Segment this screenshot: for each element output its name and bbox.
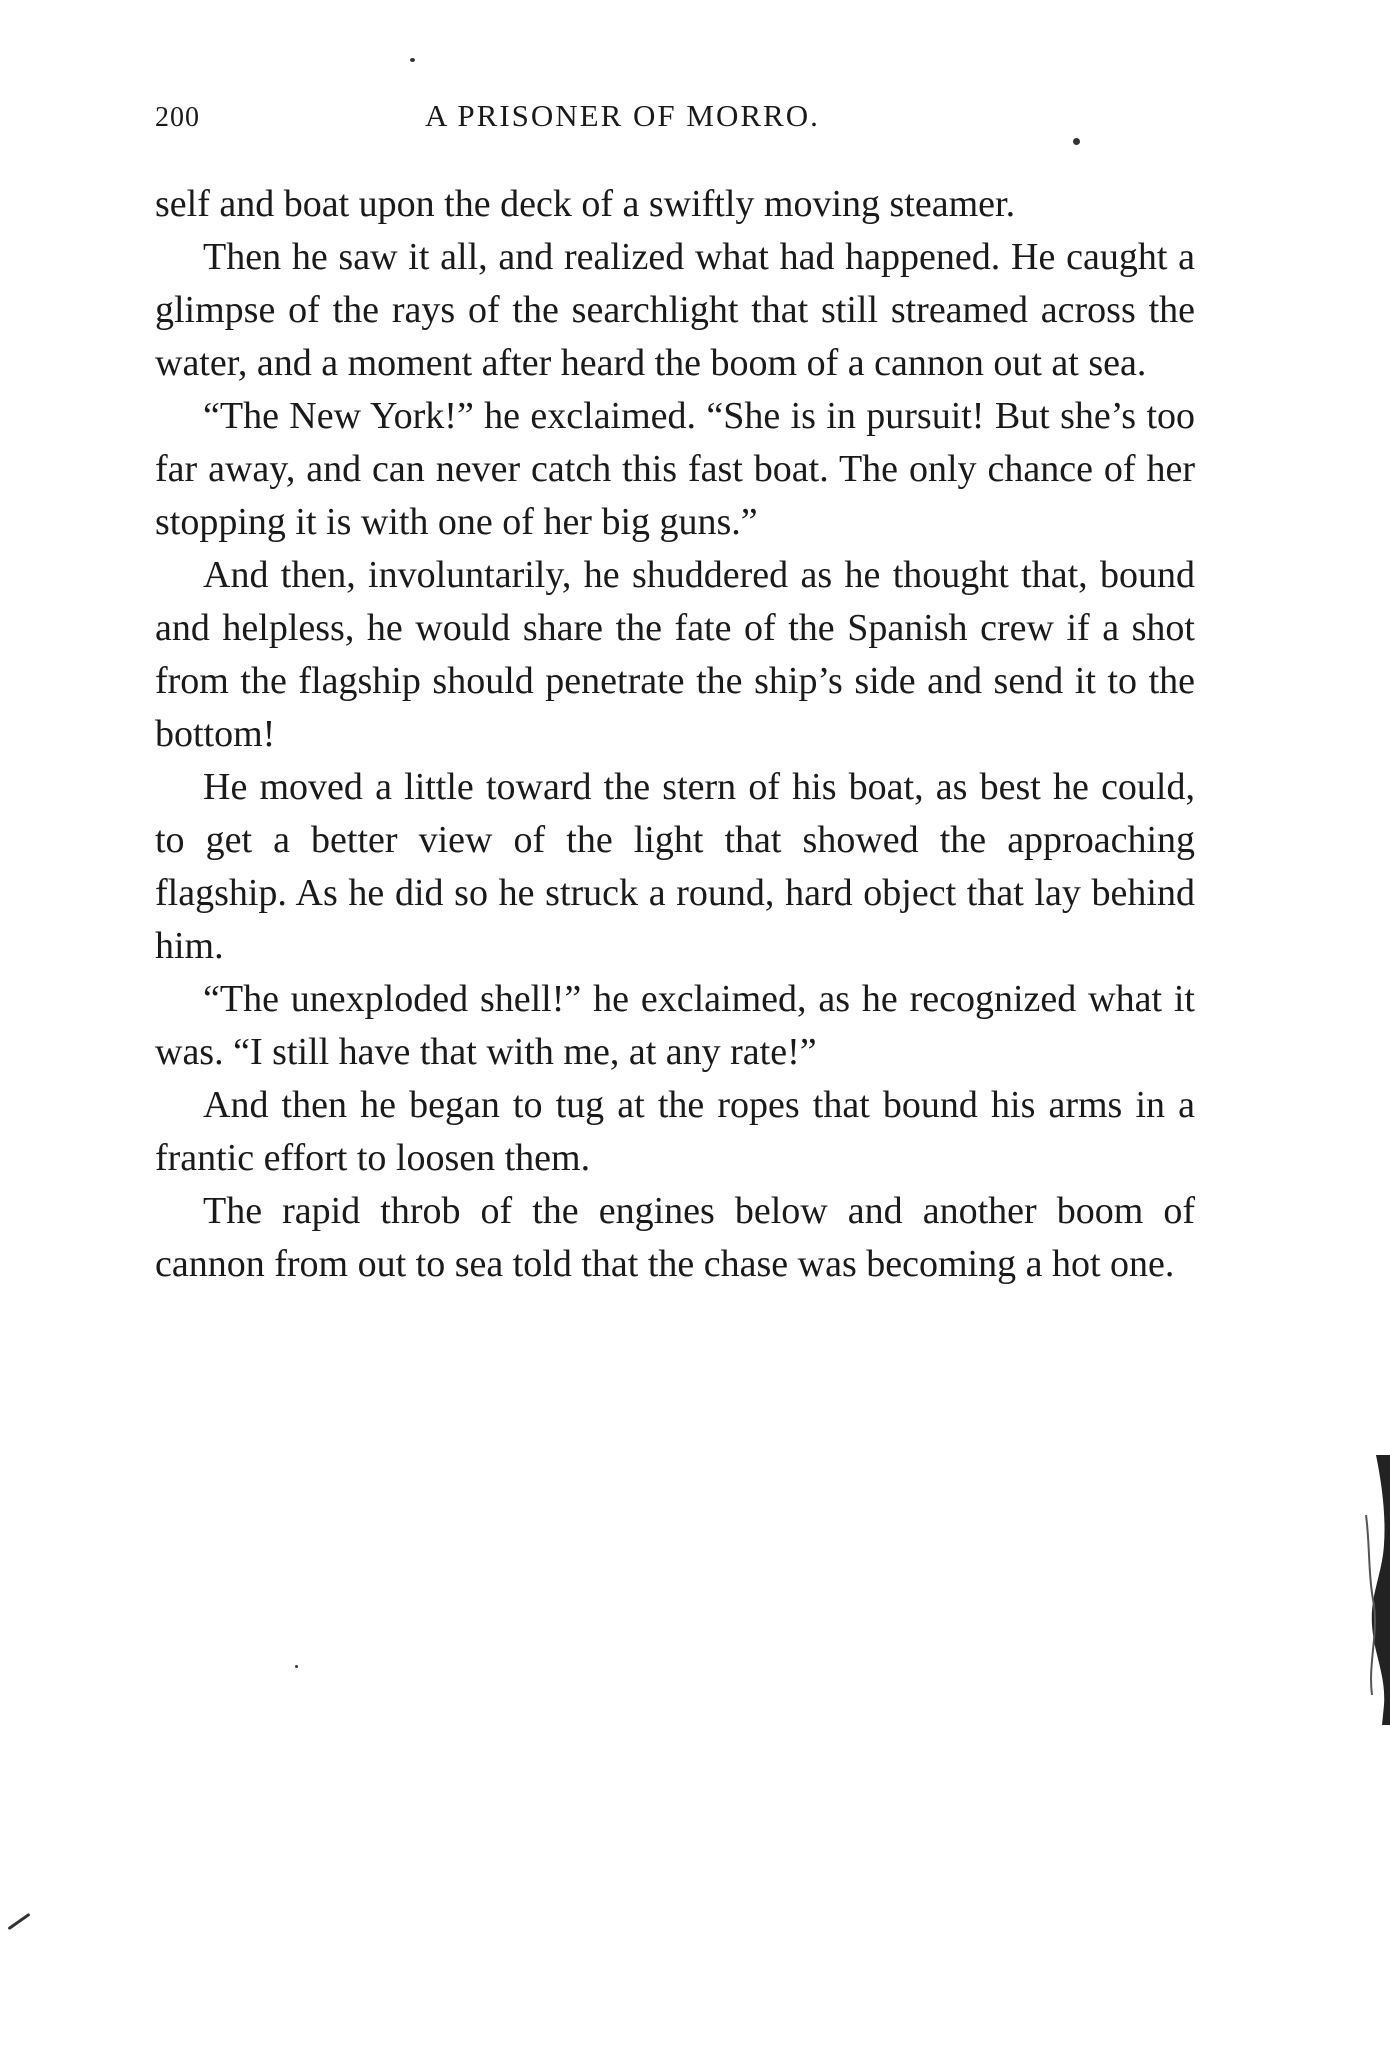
paragraph: And then he began to tug at the ropes that bound his arms in a frantic effort to loosen them. bbox=[155, 1084, 1195, 1179]
print-speck bbox=[295, 1665, 298, 1668]
print-speck bbox=[410, 58, 415, 62]
paragraph: Then he saw it all, and realized what had happened. He caught a glimpse of the rays of the searchlight that still streamed across the water, and a moment after heard the boom of a cannon out at sea. bbox=[155, 236, 1195, 384]
page-number: 200 bbox=[155, 102, 200, 133]
paragraph: “The unexploded shell!” he exclaimed, as he recognized what it was. “I still have that with me, at any rate!” bbox=[155, 978, 1195, 1073]
paragraph: “The New York!” he exclaimed. “She is in pursuit! But she’s too far away, and can never catch this fast boat. The only chance of her stopping it is with one of her big guns.” bbox=[155, 395, 1195, 543]
paragraph: He moved a little toward the stern of his boat, as best he could, to get a better view of the light that showed the approaching flagship. As he did so he struck a round, hard object that lay behind him. bbox=[155, 766, 1195, 967]
page-edge-shadow bbox=[1362, 1455, 1390, 1725]
page-header bbox=[155, 98, 1195, 142]
paragraph: self and boat upon the deck of a swiftly moving steamer. bbox=[155, 183, 1016, 225]
paragraph: The rapid throb of the engines below and another boom of cannon from out to sea told that the chase was becoming a hot one. bbox=[155, 1190, 1195, 1285]
body-text bbox=[155, 178, 1195, 1291]
print-speck bbox=[1073, 138, 1080, 145]
running-head: A PRISONER OF MORRO. bbox=[425, 98, 820, 133]
paragraph: And then, involuntarily, he shuddered as he thought that, bound and helpless, he would share the fate of the Spanish crew if a shot from the flagship should penetrate the ship’s side and send it to the bottom! bbox=[155, 554, 1195, 755]
print-speck bbox=[7, 1913, 30, 1930]
